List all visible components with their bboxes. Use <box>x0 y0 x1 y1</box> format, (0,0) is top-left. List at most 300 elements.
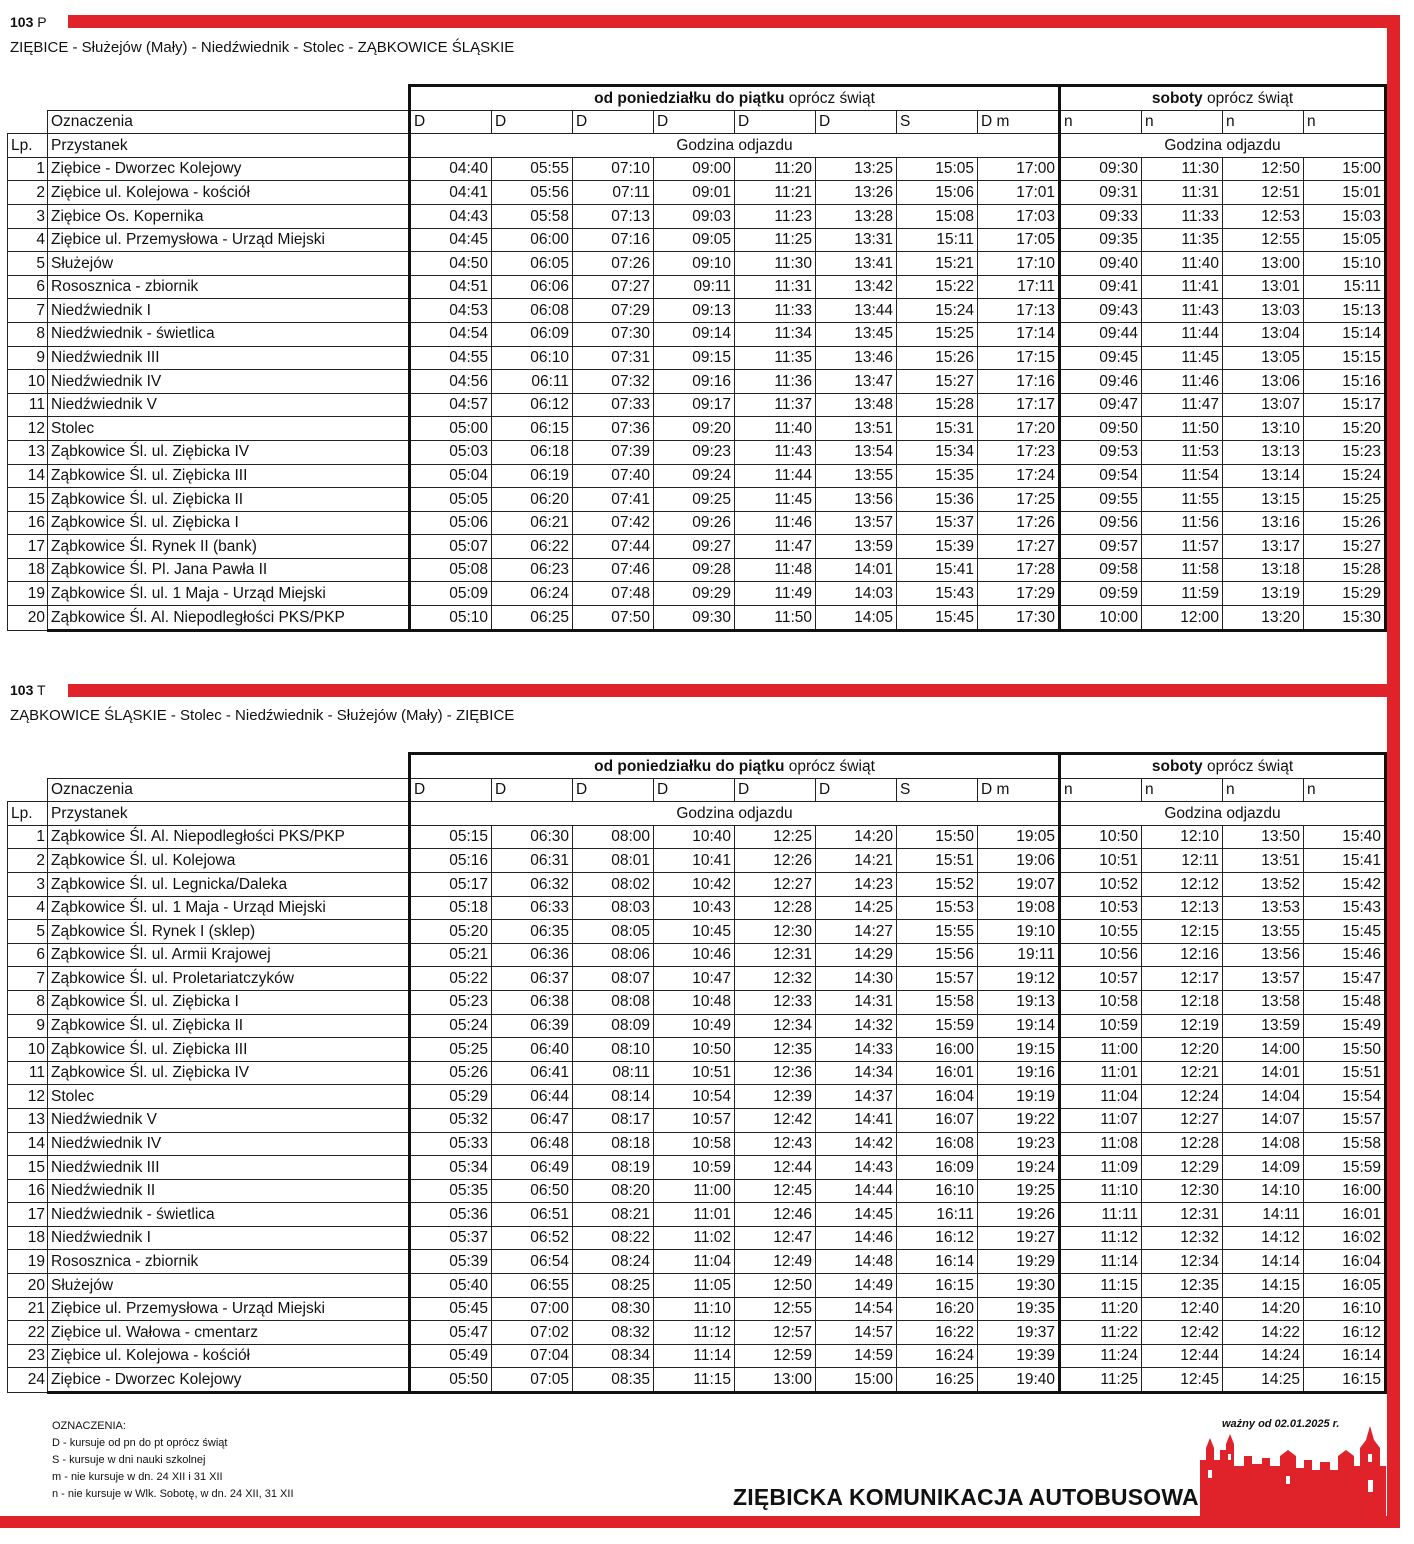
table-row <box>8 990 1386 1014</box>
departure-time: 15:57 <box>1304 1108 1386 1132</box>
service-code: D <box>735 110 816 134</box>
departure-time: 07:16 <box>573 228 654 252</box>
route-header-1 <box>10 14 47 30</box>
departure-time: 08:01 <box>573 849 654 873</box>
departure-time: 06:54 <box>492 1250 573 1274</box>
departure-time: 06:33 <box>492 896 573 920</box>
departure-time: 11:50 <box>735 606 816 631</box>
departure-time: 05:50 <box>410 1368 492 1393</box>
departure-time: 07:50 <box>573 606 654 631</box>
table-row <box>8 1368 1386 1393</box>
departure-time: 11:47 <box>1142 393 1223 417</box>
departure-time: 13:57 <box>1223 967 1304 991</box>
departure-time: 09:57 <box>1060 535 1142 559</box>
departure-time: 08:14 <box>573 1085 654 1109</box>
departure-time: 08:25 <box>573 1274 654 1298</box>
departure-time: 15:26 <box>1304 511 1386 535</box>
departure-time: 12:34 <box>735 1014 816 1038</box>
departure-time: 07:13 <box>573 204 654 228</box>
departure-time: 08:32 <box>573 1321 654 1345</box>
departure-time: 06:20 <box>492 488 573 512</box>
departure-time: 12:28 <box>735 896 816 920</box>
departure-time: 15:24 <box>1304 464 1386 488</box>
departure-time: 17:10 <box>978 252 1060 276</box>
departure-time: 12:25 <box>735 825 816 849</box>
departure-time: 13:31 <box>816 228 897 252</box>
departure-time: 08:19 <box>573 1156 654 1180</box>
departure-time: 05:21 <box>410 943 492 967</box>
departure-time: 06:31 <box>492 849 573 873</box>
departure-time: 15:50 <box>1304 1038 1386 1062</box>
departure-time: 12:42 <box>1142 1321 1223 1345</box>
departure-time: 06:52 <box>492 1226 573 1250</box>
stop-name: Ząbkowice Śl. Al. Niepodległości PKS/PKP <box>48 606 410 631</box>
red-bar-top-1 <box>68 15 1400 28</box>
stop-name: Ziębice ul. Kolejowa - kościół <box>48 1344 410 1368</box>
stop-header: Przystanek <box>48 802 410 826</box>
table-row <box>8 299 1386 323</box>
departure-time: 16:25 <box>897 1368 978 1393</box>
departure-time: 05:05 <box>410 488 492 512</box>
departure-time: 19:26 <box>978 1203 1060 1227</box>
departure-time: 14:42 <box>816 1132 897 1156</box>
departure-time: 14:27 <box>816 920 897 944</box>
departure-time: 13:26 <box>816 181 897 205</box>
departure-time: 15:51 <box>1304 1061 1386 1085</box>
departure-time: 05:23 <box>410 990 492 1014</box>
departure-time: 09:55 <box>1060 488 1142 512</box>
departure-time: 07:46 <box>573 558 654 582</box>
departure-time: 15:08 <box>897 204 978 228</box>
departure-time: 12:53 <box>1223 204 1304 228</box>
table-row <box>8 417 1386 441</box>
service-code: D m <box>978 778 1060 802</box>
stop-name: Ząbkowice Śl. Rynek II (bank) <box>48 535 410 559</box>
departure-time: 11:25 <box>735 228 816 252</box>
departure-time: 19:27 <box>978 1226 1060 1250</box>
stop-name: Niedźwiednik IV <box>48 370 410 394</box>
departure-time: 12:34 <box>1142 1250 1223 1274</box>
departure-time: 09:20 <box>654 417 735 441</box>
departure-time: 06:32 <box>492 872 573 896</box>
departure-time: 15:15 <box>1304 346 1386 370</box>
departure-time: 11:14 <box>1060 1250 1142 1274</box>
departure-time: 09:00 <box>654 157 735 181</box>
departure-time: 09:17 <box>654 393 735 417</box>
departure-time: 12:45 <box>735 1179 816 1203</box>
departure-time: 08:30 <box>573 1297 654 1321</box>
departure-time: 15:45 <box>1304 920 1386 944</box>
departure-time: 12:31 <box>735 943 816 967</box>
departure-time: 07:04 <box>492 1344 573 1368</box>
departure-time: 14:54 <box>816 1297 897 1321</box>
service-code: D <box>654 110 735 134</box>
departure-time: 15:13 <box>1304 299 1386 323</box>
departure-time: 14:12 <box>1223 1226 1304 1250</box>
stop-number: 9 <box>8 346 48 370</box>
departure-time: 15:05 <box>1304 228 1386 252</box>
departure-time: 15:27 <box>1304 535 1386 559</box>
departure-header-weekday: Godzina odjazdu <box>410 134 1060 158</box>
stop-header: Przystanek <box>48 134 410 158</box>
departure-time: 14:30 <box>816 967 897 991</box>
table-row <box>8 228 1386 252</box>
departure-time: 06:55 <box>492 1274 573 1298</box>
departure-time: 16:15 <box>897 1274 978 1298</box>
departure-time: 13:56 <box>816 488 897 512</box>
departure-time: 05:47 <box>410 1321 492 1345</box>
saturday-period-rest: oprócz świąt <box>1202 757 1294 775</box>
departure-time: 09:16 <box>654 370 735 394</box>
service-code: D <box>735 778 816 802</box>
departure-time: 09:14 <box>654 322 735 346</box>
departure-time: 12:42 <box>735 1108 816 1132</box>
stop-number: 21 <box>8 1297 48 1321</box>
stop-number: 18 <box>8 558 48 582</box>
departure-header-saturday: Godzina odjazdu <box>1060 802 1386 826</box>
departure-time: 17:13 <box>978 299 1060 323</box>
departure-time: 15:22 <box>897 275 978 299</box>
departure-time: 11:20 <box>1060 1297 1142 1321</box>
stop-number: 14 <box>8 464 48 488</box>
departure-time: 15:31 <box>897 417 978 441</box>
timetable-2 <box>7 752 1387 1394</box>
departure-time: 11:12 <box>1060 1226 1142 1250</box>
table-row <box>8 558 1386 582</box>
departure-time: 12:47 <box>735 1226 816 1250</box>
departure-time: 09:47 <box>1060 393 1142 417</box>
saturday-period-header <box>1060 86 1386 111</box>
departure-time: 19:40 <box>978 1368 1060 1393</box>
departure-time: 12:31 <box>1142 1203 1223 1227</box>
legend-title: OZNACZENIA: <box>52 1420 126 1432</box>
departure-time: 07:11 <box>573 181 654 205</box>
departure-time: 08:08 <box>573 990 654 1014</box>
stop-name: Ząbkowice Śl. ul. Ziębicka IV <box>48 1061 410 1085</box>
departure-time: 11:46 <box>735 511 816 535</box>
stop-name: Niedźwiednik V <box>48 1108 410 1132</box>
departure-time: 11:15 <box>654 1368 735 1393</box>
departure-time: 09:03 <box>654 204 735 228</box>
departure-time: 11:35 <box>1142 228 1223 252</box>
departure-time: 13:05 <box>1223 346 1304 370</box>
departure-time: 15:11 <box>1304 275 1386 299</box>
departure-time: 14:31 <box>816 990 897 1014</box>
departure-time: 12:30 <box>735 920 816 944</box>
departure-time: 12:12 <box>1142 872 1223 896</box>
departure-time: 19:30 <box>978 1274 1060 1298</box>
departure-time: 05:40 <box>410 1274 492 1298</box>
departure-time: 17:01 <box>978 181 1060 205</box>
table-row <box>8 920 1386 944</box>
departure-time: 12:51 <box>1223 181 1304 205</box>
departure-time: 16:14 <box>1304 1344 1386 1368</box>
departure-time: 15:03 <box>1304 204 1386 228</box>
departure-time: 11:46 <box>1142 370 1223 394</box>
departure-time: 15:58 <box>897 990 978 1014</box>
departure-time: 11:05 <box>654 1274 735 1298</box>
departure-time: 15:59 <box>1304 1156 1386 1180</box>
departure-time: 17:05 <box>978 228 1060 252</box>
departure-time: 05:16 <box>410 849 492 873</box>
departure-time: 06:23 <box>492 558 573 582</box>
stop-number: 1 <box>8 157 48 181</box>
departure-time: 06:10 <box>492 346 573 370</box>
departure-time: 12:35 <box>735 1038 816 1062</box>
departure-time: 12:15 <box>1142 920 1223 944</box>
departure-time: 13:42 <box>816 275 897 299</box>
departure-time: 11:01 <box>1060 1061 1142 1085</box>
stop-number: 10 <box>8 1038 48 1062</box>
departure-time: 15:25 <box>1304 488 1386 512</box>
departure-header-weekday: Godzina odjazdu <box>410 802 1060 826</box>
departure-time: 14:09 <box>1223 1156 1304 1180</box>
departure-time: 05:00 <box>410 417 492 441</box>
service-code: D <box>573 110 654 134</box>
departure-time: 14:15 <box>1223 1274 1304 1298</box>
departure-time: 16:09 <box>897 1156 978 1180</box>
departure-time: 15:37 <box>897 511 978 535</box>
departure-time: 12:32 <box>735 967 816 991</box>
departure-time: 12:45 <box>1142 1368 1223 1393</box>
departure-time: 14:43 <box>816 1156 897 1180</box>
departure-time: 15:40 <box>1304 825 1386 849</box>
departure-time: 13:54 <box>816 440 897 464</box>
departure-time: 05:37 <box>410 1226 492 1250</box>
departure-time: 12:11 <box>1142 849 1223 873</box>
departure-time: 11:02 <box>654 1226 735 1250</box>
departure-time: 14:37 <box>816 1085 897 1109</box>
departure-time: 14:49 <box>816 1274 897 1298</box>
departure-time: 16:11 <box>897 1203 978 1227</box>
table-row <box>8 896 1386 920</box>
weekday-period-header <box>410 754 1060 779</box>
departure-time: 14:21 <box>816 849 897 873</box>
service-code: n <box>1304 778 1386 802</box>
departure-time: 04:55 <box>410 346 492 370</box>
departure-time: 09:30 <box>1060 157 1142 181</box>
departure-time: 08:21 <box>573 1203 654 1227</box>
departure-time: 15:10 <box>1304 252 1386 276</box>
stop-number: 22 <box>8 1321 48 1345</box>
table-row <box>8 181 1386 205</box>
departure-time: 11:44 <box>735 464 816 488</box>
column-header-row <box>8 134 1386 158</box>
departure-time: 14:04 <box>1223 1085 1304 1109</box>
departure-time: 11:33 <box>735 299 816 323</box>
header-spacer <box>8 86 410 111</box>
departure-time: 15:25 <box>897 322 978 346</box>
service-code: D <box>410 778 492 802</box>
departure-time: 17:00 <box>978 157 1060 181</box>
table-row <box>8 582 1386 606</box>
departure-time: 05:39 <box>410 1250 492 1274</box>
stop-number: 12 <box>8 417 48 441</box>
departure-time: 08:07 <box>573 967 654 991</box>
departure-time: 09:46 <box>1060 370 1142 394</box>
departure-time: 06:19 <box>492 464 573 488</box>
departure-time: 17:28 <box>978 558 1060 582</box>
departure-time: 13:45 <box>816 322 897 346</box>
stop-number: 14 <box>8 1132 48 1156</box>
departure-time: 14:08 <box>1223 1132 1304 1156</box>
stop-name: Ząbkowice Śl. Al. Niepodległości PKS/PKP <box>48 825 410 849</box>
departure-time: 13:51 <box>816 417 897 441</box>
departure-time: 05:33 <box>410 1132 492 1156</box>
departure-time: 19:10 <box>978 920 1060 944</box>
departure-time: 11:10 <box>1060 1179 1142 1203</box>
departure-time: 19:39 <box>978 1344 1060 1368</box>
departure-time: 15:56 <box>897 943 978 967</box>
departure-time: 09:15 <box>654 346 735 370</box>
departure-time: 09:01 <box>654 181 735 205</box>
departure-time: 12:43 <box>735 1132 816 1156</box>
departure-time: 13:25 <box>816 157 897 181</box>
departure-time: 05:56 <box>492 181 573 205</box>
departure-time: 19:29 <box>978 1250 1060 1274</box>
weekday-period-header <box>410 86 1060 111</box>
table-row <box>8 1203 1386 1227</box>
departure-time: 08:00 <box>573 825 654 849</box>
departure-time: 11:11 <box>1060 1203 1142 1227</box>
departure-time: 15:57 <box>897 967 978 991</box>
stop-name: Ziębice - Dworzec Kolejowy <box>48 157 410 181</box>
table-row <box>8 511 1386 535</box>
departure-time: 13:46 <box>816 346 897 370</box>
departure-header-saturday: Godzina odjazdu <box>1060 134 1386 158</box>
departure-time: 14:25 <box>1223 1368 1304 1393</box>
departure-time: 19:16 <box>978 1061 1060 1085</box>
stop-name: Niedźwiednik I <box>48 299 410 323</box>
departure-time: 09:13 <box>654 299 735 323</box>
departure-time: 15:16 <box>1304 370 1386 394</box>
table-row <box>8 1297 1386 1321</box>
departure-time: 06:22 <box>492 535 573 559</box>
departure-time: 16:00 <box>897 1038 978 1062</box>
service-code: D <box>573 778 654 802</box>
departure-time: 08:09 <box>573 1014 654 1038</box>
departure-time: 17:25 <box>978 488 1060 512</box>
departure-time: 19:19 <box>978 1085 1060 1109</box>
departure-time: 14:29 <box>816 943 897 967</box>
departure-time: 13:15 <box>1223 488 1304 512</box>
departure-time: 15:24 <box>897 299 978 323</box>
stop-name: Niedźwiednik II <box>48 1179 410 1203</box>
departure-time: 11:14 <box>654 1344 735 1368</box>
service-code: D <box>816 110 897 134</box>
departure-time: 10:53 <box>1060 896 1142 920</box>
departure-time: 07:05 <box>492 1368 573 1393</box>
departure-time: 15:39 <box>897 535 978 559</box>
departure-time: 15:17 <box>1304 393 1386 417</box>
departure-time: 08:35 <box>573 1368 654 1393</box>
departure-time: 06:25 <box>492 606 573 631</box>
departure-time: 06:44 <box>492 1085 573 1109</box>
stop-name: Ząbkowice Śl. ul. Ziębicka III <box>48 464 410 488</box>
departure-time: 12:50 <box>735 1274 816 1298</box>
departure-time: 05:55 <box>492 157 573 181</box>
stop-number: 11 <box>8 393 48 417</box>
departure-time: 11:24 <box>1060 1344 1142 1368</box>
departure-time: 13:14 <box>1223 464 1304 488</box>
stop-number: 12 <box>8 1085 48 1109</box>
departure-time: 14:23 <box>816 872 897 896</box>
departure-time: 08:18 <box>573 1132 654 1156</box>
stop-name: Ziębice - Dworzec Kolejowy <box>48 1368 410 1393</box>
service-code: n <box>1223 110 1304 134</box>
departure-time: 11:31 <box>735 275 816 299</box>
table-row <box>8 943 1386 967</box>
departure-time: 06:49 <box>492 1156 573 1180</box>
departure-time: 11:08 <box>1060 1132 1142 1156</box>
departure-time: 12:40 <box>1142 1297 1223 1321</box>
departure-time: 12:19 <box>1142 1014 1223 1038</box>
stop-name: Niedźwiednik V <box>48 393 410 417</box>
departure-time: 11:33 <box>1142 204 1223 228</box>
departure-time: 12:55 <box>1223 228 1304 252</box>
departure-time: 16:05 <box>1304 1274 1386 1298</box>
departure-time: 06:51 <box>492 1203 573 1227</box>
departure-time: 07:41 <box>573 488 654 512</box>
departure-time: 12:59 <box>735 1344 816 1368</box>
departure-time: 13:59 <box>816 535 897 559</box>
departure-time: 11:59 <box>1142 582 1223 606</box>
departure-time: 14:34 <box>816 1061 897 1085</box>
saturday-period-bold: soboty <box>1151 89 1203 107</box>
departure-time: 06:50 <box>492 1179 573 1203</box>
stop-name: Ząbkowice Śl. ul. Ziębicka III <box>48 1038 410 1062</box>
departure-time: 14:20 <box>816 825 897 849</box>
departure-time: 15:23 <box>1304 440 1386 464</box>
service-code: D <box>654 778 735 802</box>
departure-time: 11:48 <box>735 558 816 582</box>
departure-time: 11:58 <box>1142 558 1223 582</box>
stop-number: 10 <box>8 370 48 394</box>
table-row <box>8 1038 1386 1062</box>
departure-time: 04:41 <box>410 181 492 205</box>
departure-time: 13:48 <box>816 393 897 417</box>
departure-time: 06:48 <box>492 1132 573 1156</box>
departure-time: 13:47 <box>816 370 897 394</box>
departure-time: 08:17 <box>573 1108 654 1132</box>
stop-number: 20 <box>8 1274 48 1298</box>
departure-time: 06:12 <box>492 393 573 417</box>
departure-time: 10:45 <box>654 920 735 944</box>
saturday-period-bold: soboty <box>1151 757 1203 775</box>
departure-time: 08:24 <box>573 1250 654 1274</box>
header-spacer <box>8 778 48 802</box>
table-row <box>8 157 1386 181</box>
departure-time: 10:48 <box>654 990 735 1014</box>
period-header-row <box>8 86 1386 111</box>
departure-time: 11:20 <box>735 157 816 181</box>
departure-time: 12:10 <box>1142 825 1223 849</box>
departure-time: 05:25 <box>410 1038 492 1062</box>
departure-time: 06:06 <box>492 275 573 299</box>
service-code: D <box>410 110 492 134</box>
table-row <box>8 967 1386 991</box>
departure-time: 12:28 <box>1142 1132 1223 1156</box>
departure-time: 11:45 <box>735 488 816 512</box>
stop-number: 16 <box>8 1179 48 1203</box>
departure-time: 19:35 <box>978 1297 1060 1321</box>
table-row <box>8 275 1386 299</box>
departure-time: 07:27 <box>573 275 654 299</box>
departure-time: 15:59 <box>897 1014 978 1038</box>
departure-time: 05:35 <box>410 1179 492 1203</box>
stop-name: Ząbkowice Śl. Rynek I (sklep) <box>48 920 410 944</box>
departure-time: 11:34 <box>735 322 816 346</box>
